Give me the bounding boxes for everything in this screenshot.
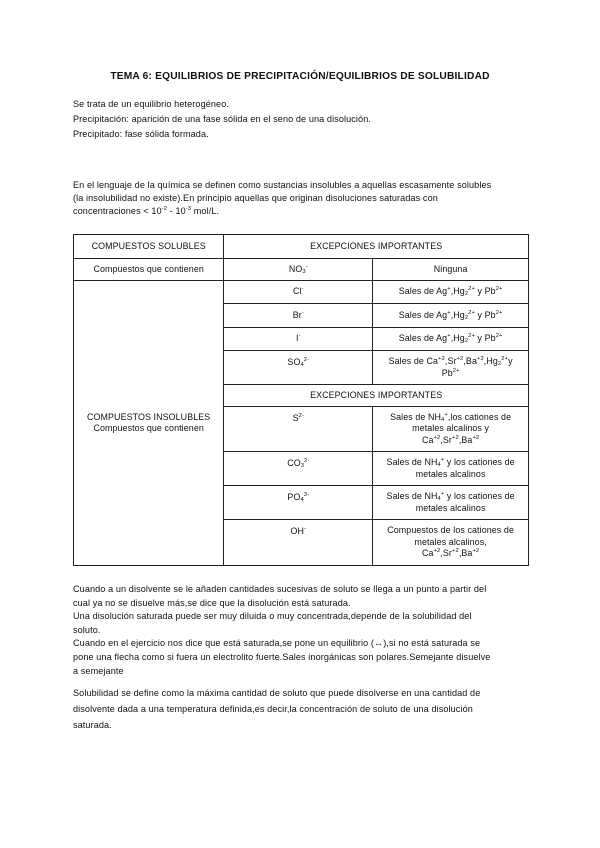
ion-cell: I-: [224, 328, 373, 351]
saturation-line: Una disolución saturada puede ser muy diluida o muy concentrada,depende de la solubilidad del: [73, 611, 472, 622]
intro-paragraph: [73, 97, 528, 143]
intro-line: Precipitado: fase sólida formada.: [73, 129, 209, 140]
solubility-line: disolvente dada a una temperatura definida,es decir,la concentración de soluto de una disolución: [73, 703, 473, 714]
exception-cell: Sales de $NH_4^+$ y los cationes de metales alcalinos: [373, 486, 529, 520]
saturation-line: pone una flecha como si fuera un electrolito fuerte.Sales inorgánicas son polares.Semejante disuelve: [73, 651, 491, 662]
soluble-label: Compuestos que contienen: [74, 259, 224, 281]
exception-cell: Sales de $NH_4^+,los$ cationes de metales alcalinos y $Ca^{+2},Sr^{+2},Ba^{+2}$: [373, 407, 529, 452]
exception-cell: Sales de $Ag^+,Hg_2^{2+}$ y $Pb^{2+}$: [373, 328, 529, 351]
table-row: [74, 281, 529, 304]
solubility-line: Solubilidad se define como la máxima cantidad de soluto que puede disolverse en una cantidad de: [73, 688, 481, 698]
exception-cell: Compuestos de los cationes de metales alcalinos, $Ca^{+2},Sr^{+2},Ba^{+2}$: [373, 520, 529, 566]
ion-cell: OH-: [224, 520, 373, 566]
saturation-line: cual ya no se disuelve más,se dice que la disolución está saturada.: [73, 597, 351, 608]
solubility-line: saturada.: [73, 719, 112, 730]
saturation-line: soluto.: [73, 624, 101, 635]
exception-cell: Ninguna: [373, 259, 529, 281]
exception-cell: Sales de $Ag^+,Hg_2^{2+}$ y $Pb^{2+}$: [373, 304, 529, 328]
ion-cell: $PO_4^{3-}$: [224, 486, 373, 520]
insolubles-line: (la insolubilidad no existe).En principio aquellas que originan disoluciones saturadas con: [73, 193, 438, 203]
header-excepciones-2: EXCEPCIONES IMPORTANTES: [224, 385, 529, 407]
table-header-row: [74, 235, 529, 259]
insoluble-label: COMPUESTOS INSOLUBLES: [87, 411, 211, 422]
intro-line: Precipitación: aparición de una fase sólida en el seno de una disolución.: [73, 114, 371, 125]
ion-cell: $CO_3^{2-}$: [224, 452, 373, 486]
ion-cell: $SO_4^{2-}$: [224, 351, 373, 385]
insoluble-label-cell: [74, 281, 224, 566]
table-row: [74, 259, 529, 281]
saturation-line: a semejante: [73, 665, 124, 676]
ion-cell: $S^{2-}$: [224, 407, 373, 452]
ion-cell: $NO_3^-$: [224, 259, 373, 281]
ion-cell: Cl-: [224, 281, 373, 304]
saturation-line: Cuando en el ejercicio nos dice que está saturada,se pone un equilibrio (↔),si no está saturada se: [73, 638, 481, 649]
insolubles-line: En el lenguaje de la química se definen como sustancias insolubles a aquellas escasamente solubles: [73, 180, 492, 190]
ion-cell: Br-: [224, 304, 373, 328]
exception-cell: Sales de $NH_4^+$ y los cationes de metales alcalinos: [373, 452, 529, 486]
insolubles-line: concentraciones < $10^{-2} - 10^{-3}$ mol/L.: [73, 206, 220, 216]
exception-cell: Sales de $Ca^{+2},Sr^{+2},Ba^{+2},Hg_2^{2+}y$ $Pb^{2+}$: [373, 351, 529, 385]
solubility-paragraph: [73, 686, 528, 733]
page-title: TEMA 6: EQUILIBRIOS DE PRECIPITACIÓN/EQUILIBRIOS DE SOLUBILIDAD: [110, 71, 490, 82]
intro-line: Se trata de un equilibrio heterogéneo.: [73, 99, 229, 109]
saturation-paragraph: [73, 583, 528, 678]
header-compuestos-solubles: COMPUESTOS SOLUBLES: [74, 235, 224, 259]
insoluble-sublabel: Compuestos que contienen: [93, 423, 204, 433]
header-excepciones: EXCEPCIONES IMPORTANTES: [224, 235, 529, 259]
exception-cell: Sales de $Ag^+,Hg_2^{2+}$ y $Pb^{2+}$: [373, 281, 529, 304]
solubility-rules-table: [73, 234, 529, 566]
saturation-line: Cuando a un disolvente se le añaden cantidades sucesivas de soluto se llega a un punto a partir del: [73, 584, 487, 594]
insolubles-paragraph: [73, 179, 528, 218]
